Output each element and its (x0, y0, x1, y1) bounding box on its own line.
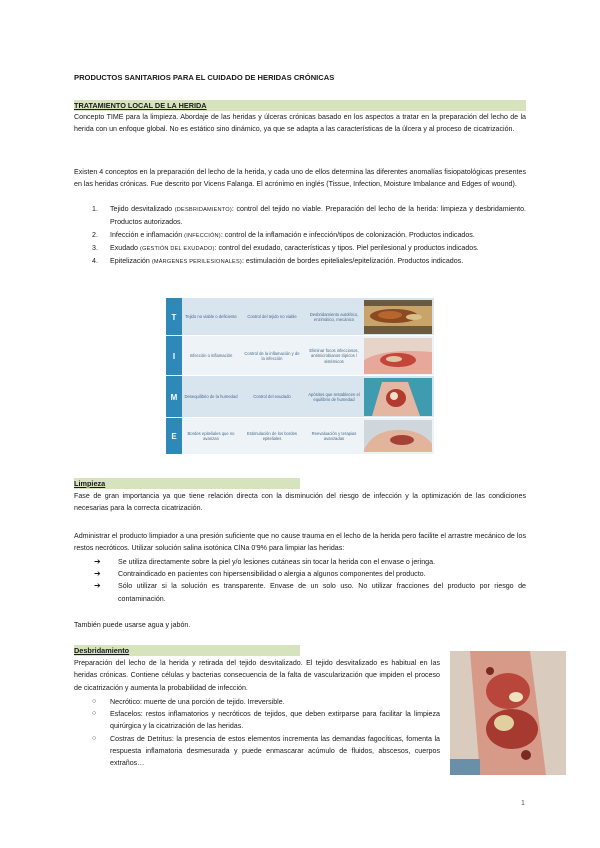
list-item (74, 556, 526, 568)
section-heading-limpieza: Limpieza (74, 478, 300, 489)
time-cell-goal: Control del exudado (253, 394, 291, 400)
concept-text: : control de la inflamación e infección/tipos de colonización. Productos indicados. (220, 230, 475, 239)
list-item-text: Costras de Detritus: la presencia de estos elementos incrementa las demandas fagocíticas, fomenta la respuesta inflamatoria desmesurada y puede enmascarar acúmulo de fluidos, abscesos, cuerpos extraños… (110, 734, 440, 768)
page-number: 1 (521, 800, 525, 807)
concept-name: Exudado (110, 243, 139, 252)
time-cell-problem: Infección o inflamación (189, 353, 233, 359)
time-cell-goal: Estimulación de los bordes epiteliales (246, 430, 298, 441)
desbridamiento-list (74, 696, 440, 769)
time-letter: T (166, 298, 182, 336)
limpieza-note: También puede usarse agua y jabón. (74, 621, 191, 629)
wound-photo-edges (364, 420, 432, 452)
concept-item (74, 203, 526, 229)
concept-tag: (GESTIÓN DEL EXUDADO) (140, 245, 215, 252)
arrow-right-icon: ➔ (94, 581, 101, 591)
time-cell-action: Apósitos que restablecen el equilibrio de humedad (308, 391, 360, 402)
concept-tag: (MÁRGENES PERILESIONALES) (151, 259, 242, 266)
list-item-text: Se utiliza directamente sobre la piel y/o lesiones cutáneas sin tocar la herida con el envase o jeringa. (118, 558, 436, 566)
wound-photo-moisture (364, 378, 432, 416)
section-heading-tratamiento: TRATAMIENTO LOCAL DE LA HERIDA (74, 100, 526, 111)
list-item-text: Necrótico: muerte de una porción de tejido. Irreversible. (110, 698, 285, 706)
time-cell-problem: Tejido no viable o deficiente (185, 314, 237, 320)
intro-paragraph-2: Existen 4 conceptos en la preparación del lecho de la herida, y cada uno de ellos determina las diferentes anomalías fisiopatológicas presentes en las heridas crónicas. Fue descrito por Vicens Falanga. El acrónimo en inglés (Tissue, Infection, Moisture Imbalance and Edges of wound). (74, 168, 526, 189)
concept-item (74, 255, 526, 268)
wound-photo-infection (364, 338, 432, 374)
time-cell-action: Eliminar focos infecciosos, antimicrobianos tópicos / sistémicos (309, 347, 359, 364)
concept-name: Epitelización (110, 257, 150, 266)
concepts-list (74, 203, 526, 268)
concept-name: Tejido desvitalizado (110, 205, 173, 213)
section-heading-desbridamiento: Desbridamiento (74, 645, 300, 656)
concept-item (74, 242, 526, 255)
limpieza-paragraph-1: Fase de gran importancia ya que tiene relación directa con la disminución del riesgo de infección y la optimización de las condiciones necesarias para la correcta cicatrización. (74, 492, 526, 513)
concept-name: Infección e inflamación (110, 230, 183, 239)
list-item (74, 696, 440, 708)
time-letter: I (166, 336, 182, 376)
time-row-m (166, 375, 434, 418)
concept-tag: (DESBRIDAMIENTO) (174, 207, 232, 213)
concept-number: 4. (92, 257, 98, 266)
time-row-e (166, 417, 434, 454)
list-item (74, 580, 526, 604)
time-cell-goal: Control de la inflamación y de la infección (244, 350, 300, 361)
concept-number: 1. (92, 205, 98, 213)
time-cell-action: Desbridamiento autolítico, enzimático, mecánico (309, 311, 359, 322)
concept-number: 3. (92, 243, 98, 252)
circle-bullet-icon: ○ (92, 734, 97, 742)
intro-paragraph-1: Concepto TIME para la limpieza. Abordaje de las heridas y úlceras crónicas basado en los aspectos a tratar en la preparación del lecho de la herida con un enfoque global. No es estático sino dinámico, ya que se adapta a las características de la úlcera y al proceso de cicatrización. (74, 113, 526, 134)
arrow-right-icon: ➔ (94, 569, 101, 579)
concept-tag: (INFECCIÓN) (184, 232, 221, 239)
time-cell-action: Reevaluación y terapias avanzadas (311, 430, 357, 441)
concept-item (74, 229, 526, 242)
time-cell-problem: Desequilibrio de la humedad (184, 394, 238, 400)
time-letter: E (166, 418, 182, 454)
circle-bullet-icon: ○ (92, 698, 97, 705)
list-item (74, 733, 440, 770)
wound-photo-debridement (450, 651, 566, 775)
list-item-text: Sólo utilizar si la solución es transparente. Envase de un solo uso. No utilizar fracciones del producto por riesgo de contaminación. (118, 582, 526, 603)
desbridamiento-paragraph: Preparación del lecho de la herida y retirada del tejido desvitalizado. El tejido desvitalizado es habitual en las heridas crónicas. Contiene células y bacterias consecuencia de la falta de vascularización que impiden el proceso de cicatrización y aumenta la probabilidad de infección. (74, 659, 440, 692)
arrow-right-icon: ➔ (94, 557, 101, 566)
list-item-text: Contraindicado en pacientes con hipersensibilidad o alergia a algunos componentes del producto. (118, 570, 426, 579)
limpieza-paragraph-2: Administrar el producto limpiador a una presión suficiente que no cause trauma en el lecho de la herida pero facilite el arrastre mecánico de los restos necróticos. Utilizar solución salina isotónica ClNa 0'9% para limpiar las heridas: (74, 532, 526, 553)
list-item (74, 568, 526, 580)
concept-number: 2. (92, 230, 98, 239)
time-row-i (166, 335, 434, 376)
list-item-text: Esfacelos: restos inflamatorios y necróticos de tejidos, que deben extirparse para facilitar la limpieza quirúrgica y la cicatrización de las heridas. (110, 710, 440, 731)
time-cell-problem: Bordes epiteliales que no avanzan (187, 430, 235, 441)
list-item (74, 708, 440, 732)
time-row-t (166, 297, 434, 336)
wound-photo-tissue (364, 300, 432, 334)
concept-text: : control del exudado, características y tipos. Piel perilesional y productos indicados. (214, 243, 479, 252)
concept-text: : control del tejido no viable. Preparación del lecho de la herida: limpieza y desbridamiento. Productos autorizados. (110, 205, 527, 227)
limpieza-list (74, 556, 526, 605)
concept-text: : estimulación de bordes epiteliales/epitelización. Productos indicados. (241, 257, 464, 266)
time-table-figure (166, 297, 434, 453)
circle-bullet-icon: ○ (92, 710, 97, 718)
time-cell-goal: Control del tejido no viable (247, 314, 297, 320)
time-letter: M (166, 376, 182, 418)
page-title: PRODUCTOS SANITARIOS PARA EL CUIDADO DE HERIDAS CRÓNICAS (74, 73, 335, 82)
